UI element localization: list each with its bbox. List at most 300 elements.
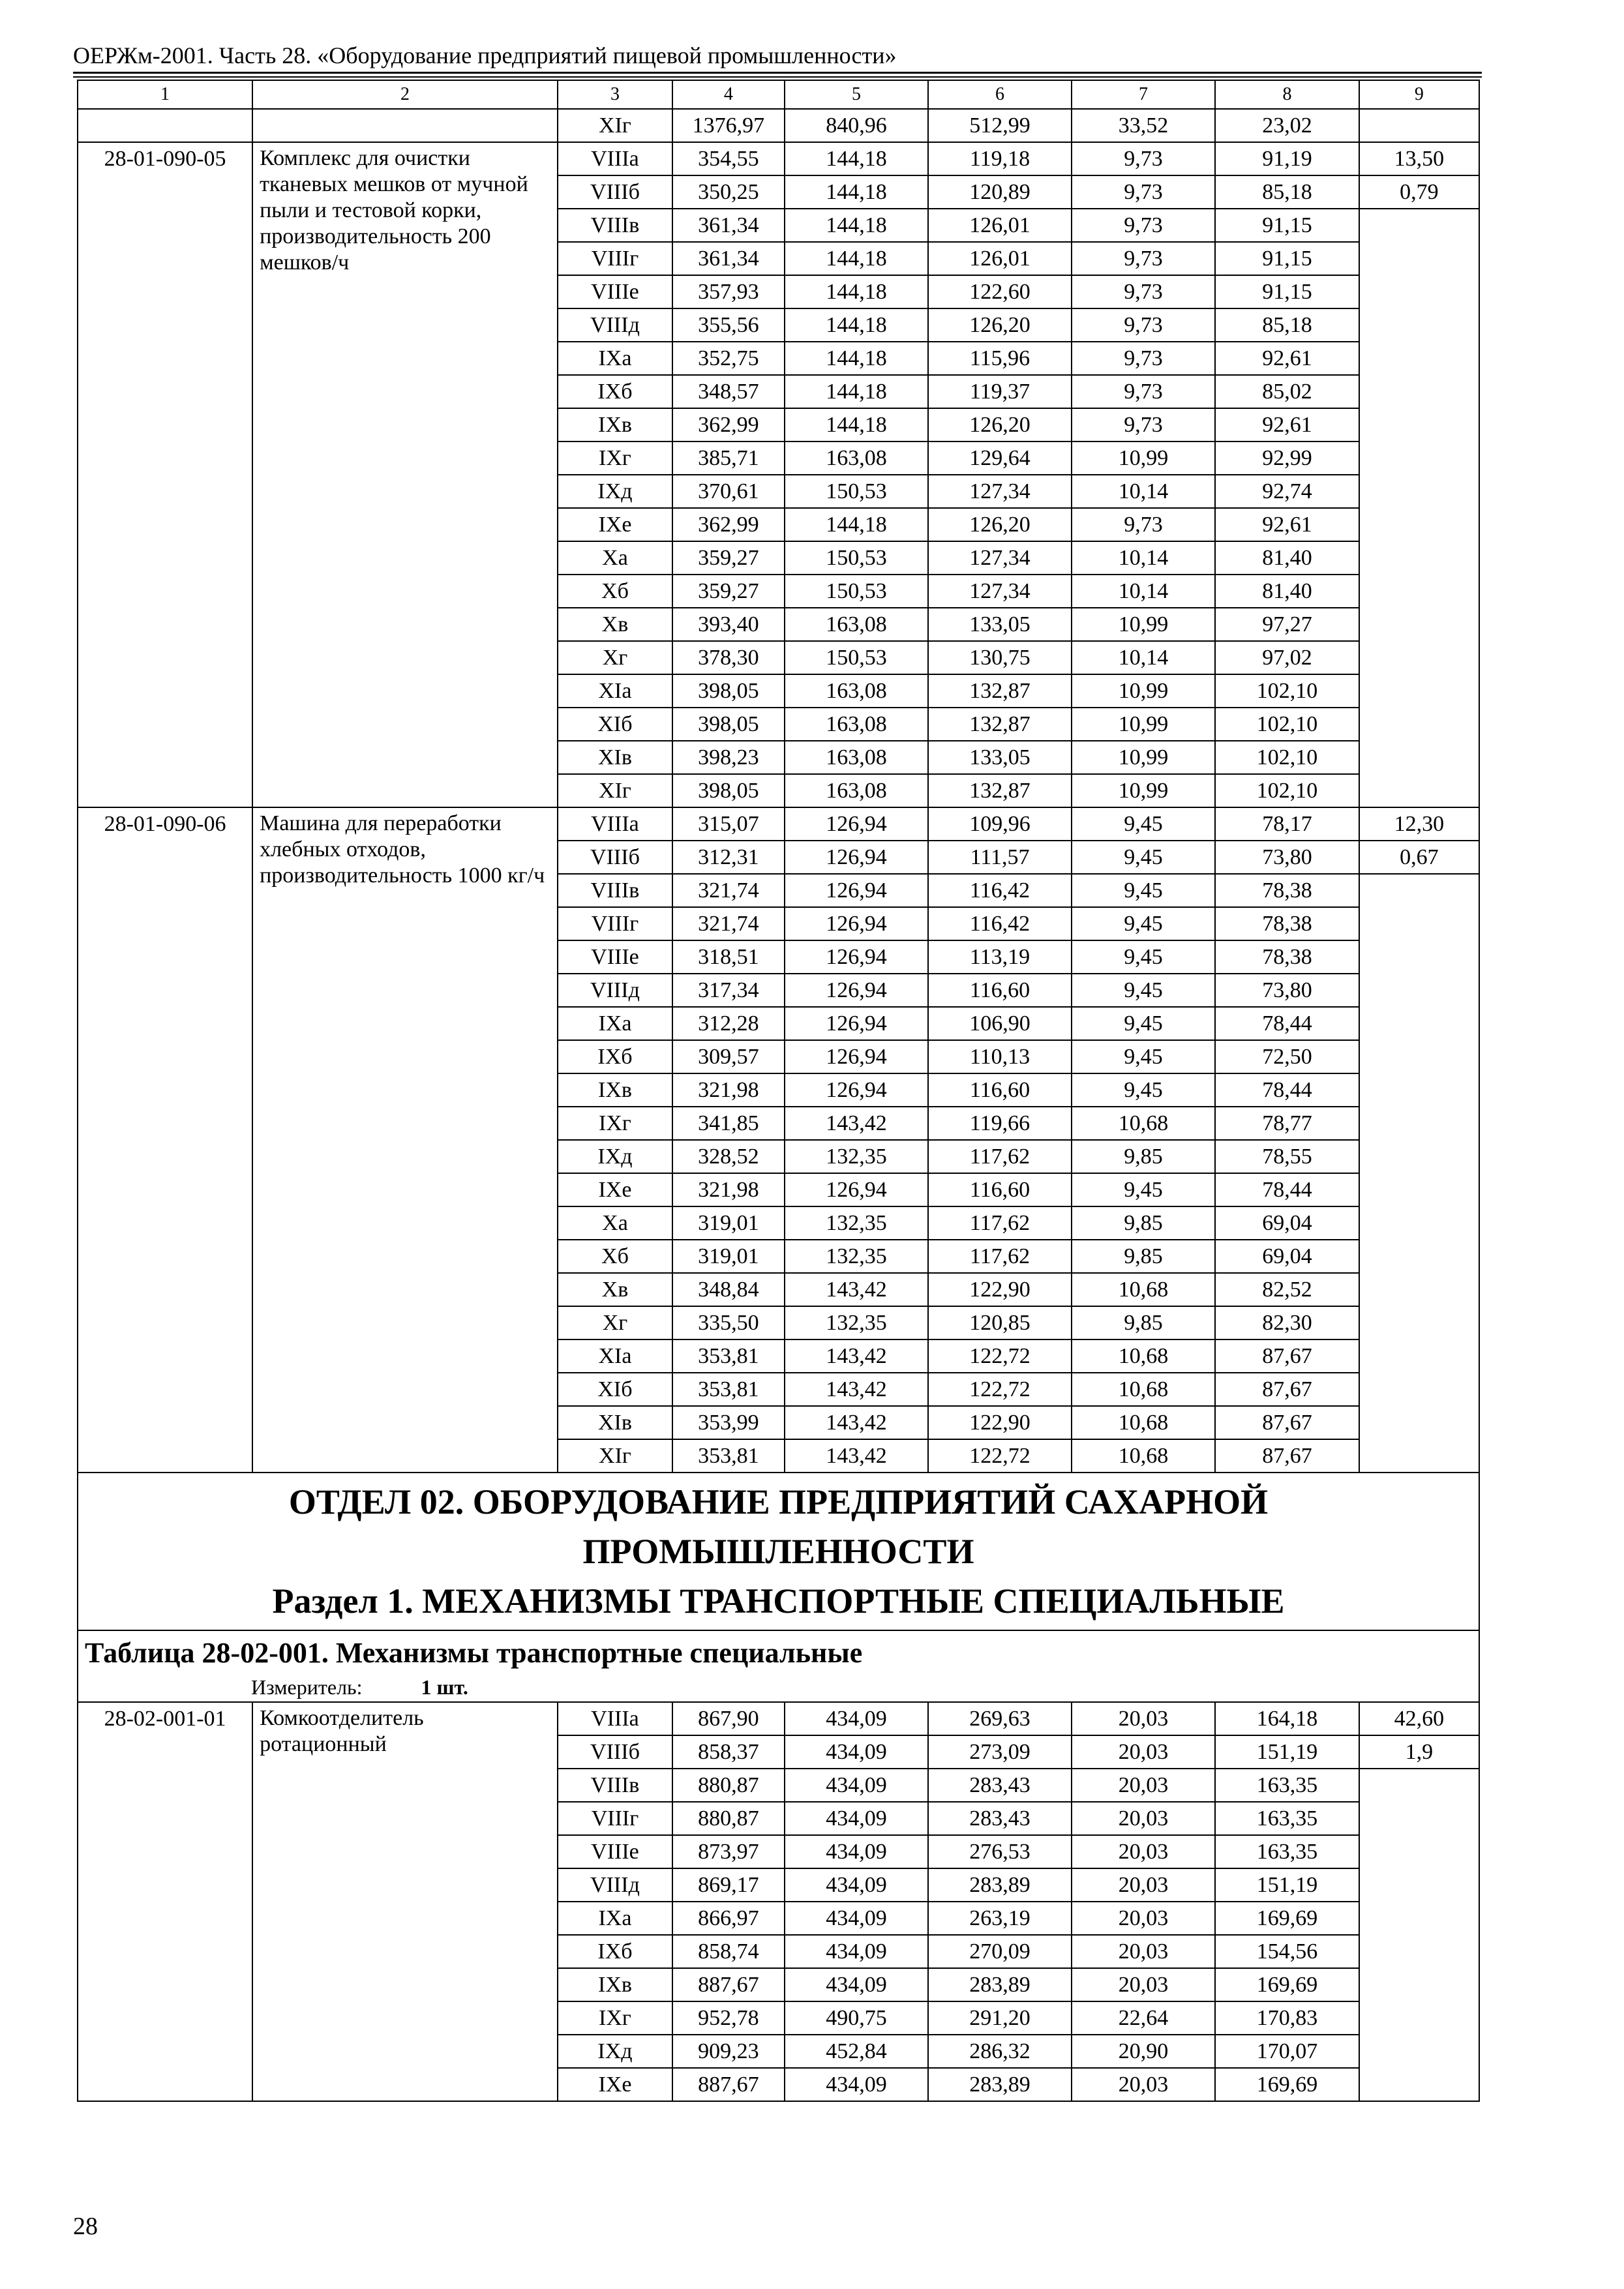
table-cell: 873,97 bbox=[672, 1835, 785, 1868]
table-cell: 126,94 bbox=[785, 841, 928, 874]
page-header: ОЕРЖм-2001. Часть 28. «Оборудование предприятий пищевой промышленности» bbox=[73, 42, 897, 68]
table-cell: VIIIг bbox=[558, 242, 672, 275]
table-cell: 102,10 bbox=[1215, 741, 1359, 774]
table-cell: 73,80 bbox=[1215, 841, 1359, 874]
table-cell: 132,35 bbox=[785, 1206, 928, 1240]
table-cell: 9,45 bbox=[1072, 1040, 1215, 1073]
table-cell: 126,94 bbox=[785, 974, 928, 1007]
table-cell: Xг bbox=[558, 641, 672, 674]
table-cell: 909,23 bbox=[672, 2035, 785, 2068]
table-cell: 362,99 bbox=[672, 408, 785, 441]
table-cell: 85,02 bbox=[1215, 375, 1359, 408]
header-rule bbox=[73, 76, 1482, 78]
table-cell: 87,67 bbox=[1215, 1439, 1359, 1473]
table-cell: 73,80 bbox=[1215, 974, 1359, 1007]
table-cell: IXв bbox=[558, 1073, 672, 1107]
table-cell: 132,35 bbox=[785, 1240, 928, 1273]
table-cell: 143,42 bbox=[785, 1339, 928, 1373]
table-cell: IXд bbox=[558, 475, 672, 508]
table-cell: IXб bbox=[558, 1040, 672, 1073]
table-cell: 321,98 bbox=[672, 1073, 785, 1107]
equipment-name: Комплекс для очистки тканевых мешков от мучной пыли и тестовой корки, производительность 200 мешков/ч bbox=[252, 142, 558, 807]
table-cell: 867,90 bbox=[672, 1702, 785, 1735]
table-cell: 318,51 bbox=[672, 940, 785, 974]
table-cell: 109,96 bbox=[928, 807, 1071, 841]
column-number: 3 bbox=[558, 80, 672, 109]
table-cell: 312,28 bbox=[672, 1007, 785, 1040]
table-cell: 122,90 bbox=[928, 1273, 1071, 1306]
department-heading-line: ОТДЕЛ 02. ОБОРУДОВАНИЕ ПРЕДПРИЯТИЙ САХАРНОЙ bbox=[288, 1482, 1269, 1521]
table-cell: 144,18 bbox=[785, 142, 928, 175]
table-cell: 10,99 bbox=[1072, 741, 1215, 774]
table-cell: 144,18 bbox=[785, 275, 928, 308]
table-cell: 359,27 bbox=[672, 541, 785, 575]
table-cell: 10,68 bbox=[1072, 1339, 1215, 1373]
table-cell: 291,20 bbox=[928, 2001, 1071, 2035]
table-cell: 276,53 bbox=[928, 1835, 1071, 1868]
table-cell: 9,45 bbox=[1072, 1007, 1215, 1040]
table-cell: 434,09 bbox=[785, 1702, 928, 1735]
column-number: 6 bbox=[928, 80, 1071, 109]
table-cell: 117,62 bbox=[928, 1206, 1071, 1240]
table-cell: 111,57 bbox=[928, 841, 1071, 874]
table-cell: 350,25 bbox=[672, 175, 785, 209]
table-cell: IXг bbox=[558, 1107, 672, 1140]
table-cell: IXа bbox=[558, 1902, 672, 1935]
table-cell: 163,35 bbox=[1215, 1835, 1359, 1868]
table-cell: Xа bbox=[558, 1206, 672, 1240]
table-cell: 132,87 bbox=[928, 774, 1071, 807]
table-cell: VIIIе bbox=[558, 1835, 672, 1868]
table-cell: 122,90 bbox=[928, 1406, 1071, 1439]
table-cell: IXд bbox=[558, 2035, 672, 2068]
column-number: 8 bbox=[1215, 80, 1359, 109]
table-cell: 283,43 bbox=[928, 1802, 1071, 1835]
table-cell: 887,67 bbox=[672, 1968, 785, 2001]
table-cell: XIа bbox=[558, 1339, 672, 1373]
col9-value: 1,9 bbox=[1359, 1735, 1479, 1769]
table-cell: 126,94 bbox=[785, 1073, 928, 1107]
table-cell: 490,75 bbox=[785, 2001, 928, 2035]
col9-value: 13,50 bbox=[1359, 142, 1479, 175]
table-cell: 126,20 bbox=[928, 508, 1071, 541]
table-cell: 92,61 bbox=[1215, 342, 1359, 375]
table-cell: 9,73 bbox=[1072, 209, 1215, 242]
table-cell: Xв bbox=[558, 608, 672, 641]
table-cell: 9,73 bbox=[1072, 175, 1215, 209]
table-cell: 20,90 bbox=[1072, 2035, 1215, 2068]
table-cell: 78,17 bbox=[1215, 807, 1359, 841]
table-cell: 385,71 bbox=[672, 441, 785, 475]
table-cell: 102,10 bbox=[1215, 708, 1359, 741]
table-cell: 434,09 bbox=[785, 1835, 928, 1868]
table-cell: 335,50 bbox=[672, 1306, 785, 1339]
table-cell: VIIIа bbox=[558, 807, 672, 841]
table-cell: Xб bbox=[558, 575, 672, 608]
table-cell: 321,74 bbox=[672, 907, 785, 940]
table-cell: 9,45 bbox=[1072, 940, 1215, 974]
table-cell: 9,73 bbox=[1072, 275, 1215, 308]
table-cell: 126,94 bbox=[785, 940, 928, 974]
table-cell: 434,09 bbox=[785, 1902, 928, 1935]
col9-value bbox=[1359, 209, 1479, 807]
department-heading-row bbox=[78, 1473, 1479, 1630]
table-cell: 20,03 bbox=[1072, 1769, 1215, 1802]
table-cell: 81,40 bbox=[1215, 541, 1359, 575]
table-cell: 116,42 bbox=[928, 907, 1071, 940]
table-cell: 144,18 bbox=[785, 209, 928, 242]
table-cell: 10,68 bbox=[1072, 1439, 1215, 1473]
column-number: 2 bbox=[252, 80, 558, 109]
table-cell: 398,05 bbox=[672, 674, 785, 708]
table-cell: 92,74 bbox=[1215, 475, 1359, 508]
table-cell: 20,03 bbox=[1072, 1802, 1215, 1835]
table-cell: VIIIв bbox=[558, 874, 672, 907]
table-cell: 126,94 bbox=[785, 874, 928, 907]
table-cell: XIг bbox=[558, 1439, 672, 1473]
table-cell: 20,03 bbox=[1072, 1902, 1215, 1935]
table-cell: 82,52 bbox=[1215, 1273, 1359, 1306]
table-cell: 840,96 bbox=[785, 109, 928, 142]
table-cell: 315,07 bbox=[672, 807, 785, 841]
table-cell: 23,02 bbox=[1215, 109, 1359, 142]
table-cell: 144,18 bbox=[785, 408, 928, 441]
table-cell: 78,44 bbox=[1215, 1073, 1359, 1107]
table-cell: 434,09 bbox=[785, 1769, 928, 1802]
table-cell: 91,15 bbox=[1215, 209, 1359, 242]
table-cell: 91,19 bbox=[1215, 142, 1359, 175]
table-cell: 97,02 bbox=[1215, 641, 1359, 674]
table-cell: IXб bbox=[558, 375, 672, 408]
table-cell: 434,09 bbox=[785, 1868, 928, 1902]
table-cell: IXб bbox=[558, 1935, 672, 1968]
table-cell: 9,45 bbox=[1072, 1173, 1215, 1206]
table-cell: 163,35 bbox=[1215, 1769, 1359, 1802]
table-cell: IXе bbox=[558, 2068, 672, 2101]
table-cell bbox=[78, 109, 252, 142]
table-cell: 9,85 bbox=[1072, 1206, 1215, 1240]
table-cell: 130,75 bbox=[928, 641, 1071, 674]
column-number: 4 bbox=[672, 80, 785, 109]
table-cell: 113,19 bbox=[928, 940, 1071, 974]
table-cell: 119,66 bbox=[928, 1107, 1071, 1140]
table-cell: 126,01 bbox=[928, 242, 1071, 275]
table-cell: 116,60 bbox=[928, 1073, 1071, 1107]
table-cell: 353,81 bbox=[672, 1339, 785, 1373]
table-cell: 317,34 bbox=[672, 974, 785, 1007]
table-cell: 9,73 bbox=[1072, 375, 1215, 408]
col9-value: 0,79 bbox=[1359, 175, 1479, 209]
table-cell: 858,74 bbox=[672, 1935, 785, 1968]
table-cell: 126,94 bbox=[785, 1173, 928, 1206]
table-cell: 69,04 bbox=[1215, 1240, 1359, 1273]
table-cell: 10,99 bbox=[1072, 674, 1215, 708]
table-cell: 359,27 bbox=[672, 575, 785, 608]
table-row bbox=[78, 1702, 1479, 1735]
table-cell: IXе bbox=[558, 1173, 672, 1206]
table-cell: 283,89 bbox=[928, 2068, 1071, 2101]
table-cell: VIIIе bbox=[558, 275, 672, 308]
table-cell: IXа bbox=[558, 1007, 672, 1040]
table-cell: VIIIв bbox=[558, 209, 672, 242]
table-title-row bbox=[78, 1630, 1479, 1702]
rates-table bbox=[77, 80, 1480, 2102]
table-cell: 10,99 bbox=[1072, 774, 1215, 807]
table-cell: 126,20 bbox=[928, 408, 1071, 441]
table-cell: 129,64 bbox=[928, 441, 1071, 475]
table-cell: 163,08 bbox=[785, 608, 928, 641]
table-cell: 312,31 bbox=[672, 841, 785, 874]
table-cell: 78,38 bbox=[1215, 874, 1359, 907]
table-cell: 117,62 bbox=[928, 1240, 1071, 1273]
table-cell: VIIIб bbox=[558, 841, 672, 874]
table-cell: 33,52 bbox=[1072, 109, 1215, 142]
table-cell: 9,73 bbox=[1072, 508, 1215, 541]
table-cell: 319,01 bbox=[672, 1240, 785, 1273]
equipment-name: Машина для переработки хлебных отходов, производительность 1000 кг/ч bbox=[252, 807, 558, 1473]
table-cell: IXг bbox=[558, 441, 672, 475]
table-cell: 10,14 bbox=[1072, 541, 1215, 575]
table-cell: 92,61 bbox=[1215, 508, 1359, 541]
table-cell: 78,38 bbox=[1215, 907, 1359, 940]
table-cell: 10,99 bbox=[1072, 708, 1215, 741]
measure-line bbox=[85, 1673, 1472, 1701]
table-cell: 309,57 bbox=[672, 1040, 785, 1073]
table-cell: 9,73 bbox=[1072, 242, 1215, 275]
table-cell: 9,45 bbox=[1072, 874, 1215, 907]
table-cell: 150,53 bbox=[785, 475, 928, 508]
table-cell: 163,08 bbox=[785, 674, 928, 708]
table-cell: XIв bbox=[558, 1406, 672, 1439]
table-cell: 126,01 bbox=[928, 209, 1071, 242]
table-cell: 9,73 bbox=[1072, 308, 1215, 342]
table-cell: 126,94 bbox=[785, 907, 928, 940]
table-cell: 110,13 bbox=[928, 1040, 1071, 1073]
table-cell: 362,99 bbox=[672, 508, 785, 541]
table-cell: 352,75 bbox=[672, 342, 785, 375]
table-cell: 869,17 bbox=[672, 1868, 785, 1902]
table-cell: 132,35 bbox=[785, 1306, 928, 1339]
table-cell: 20,03 bbox=[1072, 2068, 1215, 2101]
table-cell: 133,05 bbox=[928, 608, 1071, 641]
table-cell: 10,68 bbox=[1072, 1373, 1215, 1406]
table-cell: 127,34 bbox=[928, 575, 1071, 608]
table-cell: 87,67 bbox=[1215, 1406, 1359, 1439]
table-cell: 78,44 bbox=[1215, 1173, 1359, 1206]
table-cell: 85,18 bbox=[1215, 308, 1359, 342]
table-cell: 122,72 bbox=[928, 1439, 1071, 1473]
header-rule bbox=[73, 72, 1482, 74]
department-heading bbox=[78, 1473, 1479, 1630]
table-cell: 273,09 bbox=[928, 1735, 1071, 1769]
table-cell: 144,18 bbox=[785, 175, 928, 209]
table-cell: 127,34 bbox=[928, 541, 1071, 575]
col9-value: 42,60 bbox=[1359, 1702, 1479, 1735]
table-cell: 9,73 bbox=[1072, 142, 1215, 175]
table-cell: 116,42 bbox=[928, 874, 1071, 907]
equipment-name: Комкоотделитель ротационный bbox=[252, 1702, 558, 2101]
table-cell: 10,68 bbox=[1072, 1273, 1215, 1306]
table-cell: IXв bbox=[558, 1968, 672, 2001]
table-cell: 10,14 bbox=[1072, 641, 1215, 674]
table-cell: VIIIд bbox=[558, 1868, 672, 1902]
continuation-row bbox=[78, 109, 1479, 142]
table-cell: 116,60 bbox=[928, 1173, 1071, 1206]
table-cell: 163,08 bbox=[785, 708, 928, 741]
rate-code: 28-01-090-06 bbox=[78, 807, 252, 1473]
table-cell: 169,69 bbox=[1215, 1902, 1359, 1935]
table-cell: 144,18 bbox=[785, 508, 928, 541]
table-cell: 102,10 bbox=[1215, 774, 1359, 807]
table-cell: 85,18 bbox=[1215, 175, 1359, 209]
table-cell: 9,45 bbox=[1072, 974, 1215, 1007]
table-cell: XIа bbox=[558, 674, 672, 708]
measure-label: Измеритель: bbox=[251, 1675, 363, 1699]
table-cell: 122,72 bbox=[928, 1339, 1071, 1373]
table-cell: Xг bbox=[558, 1306, 672, 1339]
table-cell: 353,99 bbox=[672, 1406, 785, 1439]
column-number-row bbox=[78, 80, 1479, 109]
col9-value bbox=[1359, 874, 1479, 1473]
table-cell: 9,85 bbox=[1072, 1140, 1215, 1173]
col9-value: 0,67 bbox=[1359, 841, 1479, 874]
table-cell: VIIIв bbox=[558, 1769, 672, 1802]
column-number: 5 bbox=[785, 80, 928, 109]
table-cell: VIIIа bbox=[558, 142, 672, 175]
table-cell: 512,99 bbox=[928, 109, 1071, 142]
table-cell: 150,53 bbox=[785, 541, 928, 575]
table-cell: 97,27 bbox=[1215, 608, 1359, 641]
table-cell: VIIIе bbox=[558, 940, 672, 974]
table-cell: 434,09 bbox=[785, 1935, 928, 1968]
table-cell: 169,69 bbox=[1215, 1968, 1359, 2001]
table-cell: 143,42 bbox=[785, 1373, 928, 1406]
table-cell: 119,37 bbox=[928, 375, 1071, 408]
table-cell: 434,09 bbox=[785, 1735, 928, 1769]
table-cell: 116,60 bbox=[928, 974, 1071, 1007]
table-cell: 143,42 bbox=[785, 1406, 928, 1439]
table-cell: 163,08 bbox=[785, 441, 928, 475]
table-cell: 126,94 bbox=[785, 1040, 928, 1073]
table-cell: 370,61 bbox=[672, 475, 785, 508]
table-cell: 9,85 bbox=[1072, 1306, 1215, 1339]
table-cell: 150,53 bbox=[785, 641, 928, 674]
table-cell: 283,89 bbox=[928, 1868, 1071, 1902]
table-cell: 154,56 bbox=[1215, 1935, 1359, 1968]
table-cell: 361,34 bbox=[672, 209, 785, 242]
table-cell: 144,18 bbox=[785, 375, 928, 408]
table-cell: 286,32 bbox=[928, 2035, 1071, 2068]
table-cell: 133,05 bbox=[928, 741, 1071, 774]
page-number: 28 bbox=[73, 2213, 98, 2240]
table-cell: 143,42 bbox=[785, 1273, 928, 1306]
table-cell: 92,61 bbox=[1215, 408, 1359, 441]
table-cell: 106,90 bbox=[928, 1007, 1071, 1040]
table-cell: 120,89 bbox=[928, 175, 1071, 209]
col9-value bbox=[1359, 1769, 1479, 2101]
table-cell: 87,67 bbox=[1215, 1339, 1359, 1373]
table-cell: 78,38 bbox=[1215, 940, 1359, 974]
table-cell: IXд bbox=[558, 1140, 672, 1173]
table-cell: 434,09 bbox=[785, 1802, 928, 1835]
table-cell: 452,84 bbox=[785, 2035, 928, 2068]
table-row bbox=[78, 807, 1479, 841]
table-cell: 126,94 bbox=[785, 1007, 928, 1040]
table-cell: 880,87 bbox=[672, 1802, 785, 1835]
table-cell: Xв bbox=[558, 1273, 672, 1306]
table-cell: 122,60 bbox=[928, 275, 1071, 308]
table-cell: 353,81 bbox=[672, 1439, 785, 1473]
table-cell: XIб bbox=[558, 1373, 672, 1406]
table-cell: 72,50 bbox=[1215, 1040, 1359, 1073]
table-cell: 270,09 bbox=[928, 1935, 1071, 1968]
table-cell: 115,96 bbox=[928, 342, 1071, 375]
table-cell: 164,18 bbox=[1215, 1702, 1359, 1735]
table-cell: XIб bbox=[558, 708, 672, 741]
table-cell: 355,56 bbox=[672, 308, 785, 342]
table-cell: 321,74 bbox=[672, 874, 785, 907]
table-cell: 393,40 bbox=[672, 608, 785, 641]
table-cell: 170,07 bbox=[1215, 2035, 1359, 2068]
table-title: Таблица 28-02-001. Механизмы транспортные специальные bbox=[85, 1637, 863, 1669]
table-cell: VIIIб bbox=[558, 175, 672, 209]
table-cell: VIIIг bbox=[558, 907, 672, 940]
table-cell: 120,85 bbox=[928, 1306, 1071, 1339]
table-cell: 378,30 bbox=[672, 641, 785, 674]
table-cell: 144,18 bbox=[785, 308, 928, 342]
table-cell: 119,18 bbox=[928, 142, 1071, 175]
table-cell: 354,55 bbox=[672, 142, 785, 175]
col9-value: 12,30 bbox=[1359, 807, 1479, 841]
table-cell: 20,03 bbox=[1072, 1868, 1215, 1902]
table-cell: 269,63 bbox=[928, 1702, 1071, 1735]
table-cell: 117,62 bbox=[928, 1140, 1071, 1173]
table-cell: 10,68 bbox=[1072, 1107, 1215, 1140]
column-number: 1 bbox=[78, 80, 252, 109]
table-cell: 952,78 bbox=[672, 2001, 785, 2035]
table-cell bbox=[252, 109, 558, 142]
table-cell: 169,69 bbox=[1215, 2068, 1359, 2101]
table-cell: 163,35 bbox=[1215, 1802, 1359, 1835]
table-cell: 126,20 bbox=[928, 308, 1071, 342]
table-cell: 9,45 bbox=[1072, 907, 1215, 940]
table-cell: 348,57 bbox=[672, 375, 785, 408]
table-cell: 150,53 bbox=[785, 575, 928, 608]
table-cell: 151,19 bbox=[1215, 1868, 1359, 1902]
department-heading-line: Раздел 1. МЕХАНИЗМЫ ТРАНСПОРТНЫЕ СПЕЦИАЛЬНЫЕ bbox=[272, 1581, 1285, 1621]
department-heading-line: ПРОМЫШЛЕННОСТИ bbox=[582, 1532, 974, 1571]
table-cell: VIIIб bbox=[558, 1735, 672, 1769]
table-cell: 20,03 bbox=[1072, 1968, 1215, 2001]
table-cell: 151,19 bbox=[1215, 1735, 1359, 1769]
table-cell: 9,45 bbox=[1072, 807, 1215, 841]
table-cell: 78,77 bbox=[1215, 1107, 1359, 1140]
table-cell: 398,05 bbox=[672, 708, 785, 741]
table-cell: 20,03 bbox=[1072, 1735, 1215, 1769]
table-cell: 92,99 bbox=[1215, 441, 1359, 475]
table-cell: 321,98 bbox=[672, 1173, 785, 1206]
table-cell: VIIIд bbox=[558, 308, 672, 342]
table-cell: Xа bbox=[558, 541, 672, 575]
table-cell: IXе bbox=[558, 508, 672, 541]
table-cell: 163,08 bbox=[785, 741, 928, 774]
table-cell: 263,19 bbox=[928, 1902, 1071, 1935]
table-cell: 434,09 bbox=[785, 1968, 928, 2001]
table-cell: IXа bbox=[558, 342, 672, 375]
table-cell: 398,23 bbox=[672, 741, 785, 774]
table-cell: 9,85 bbox=[1072, 1240, 1215, 1273]
table-cell: 10,14 bbox=[1072, 475, 1215, 508]
